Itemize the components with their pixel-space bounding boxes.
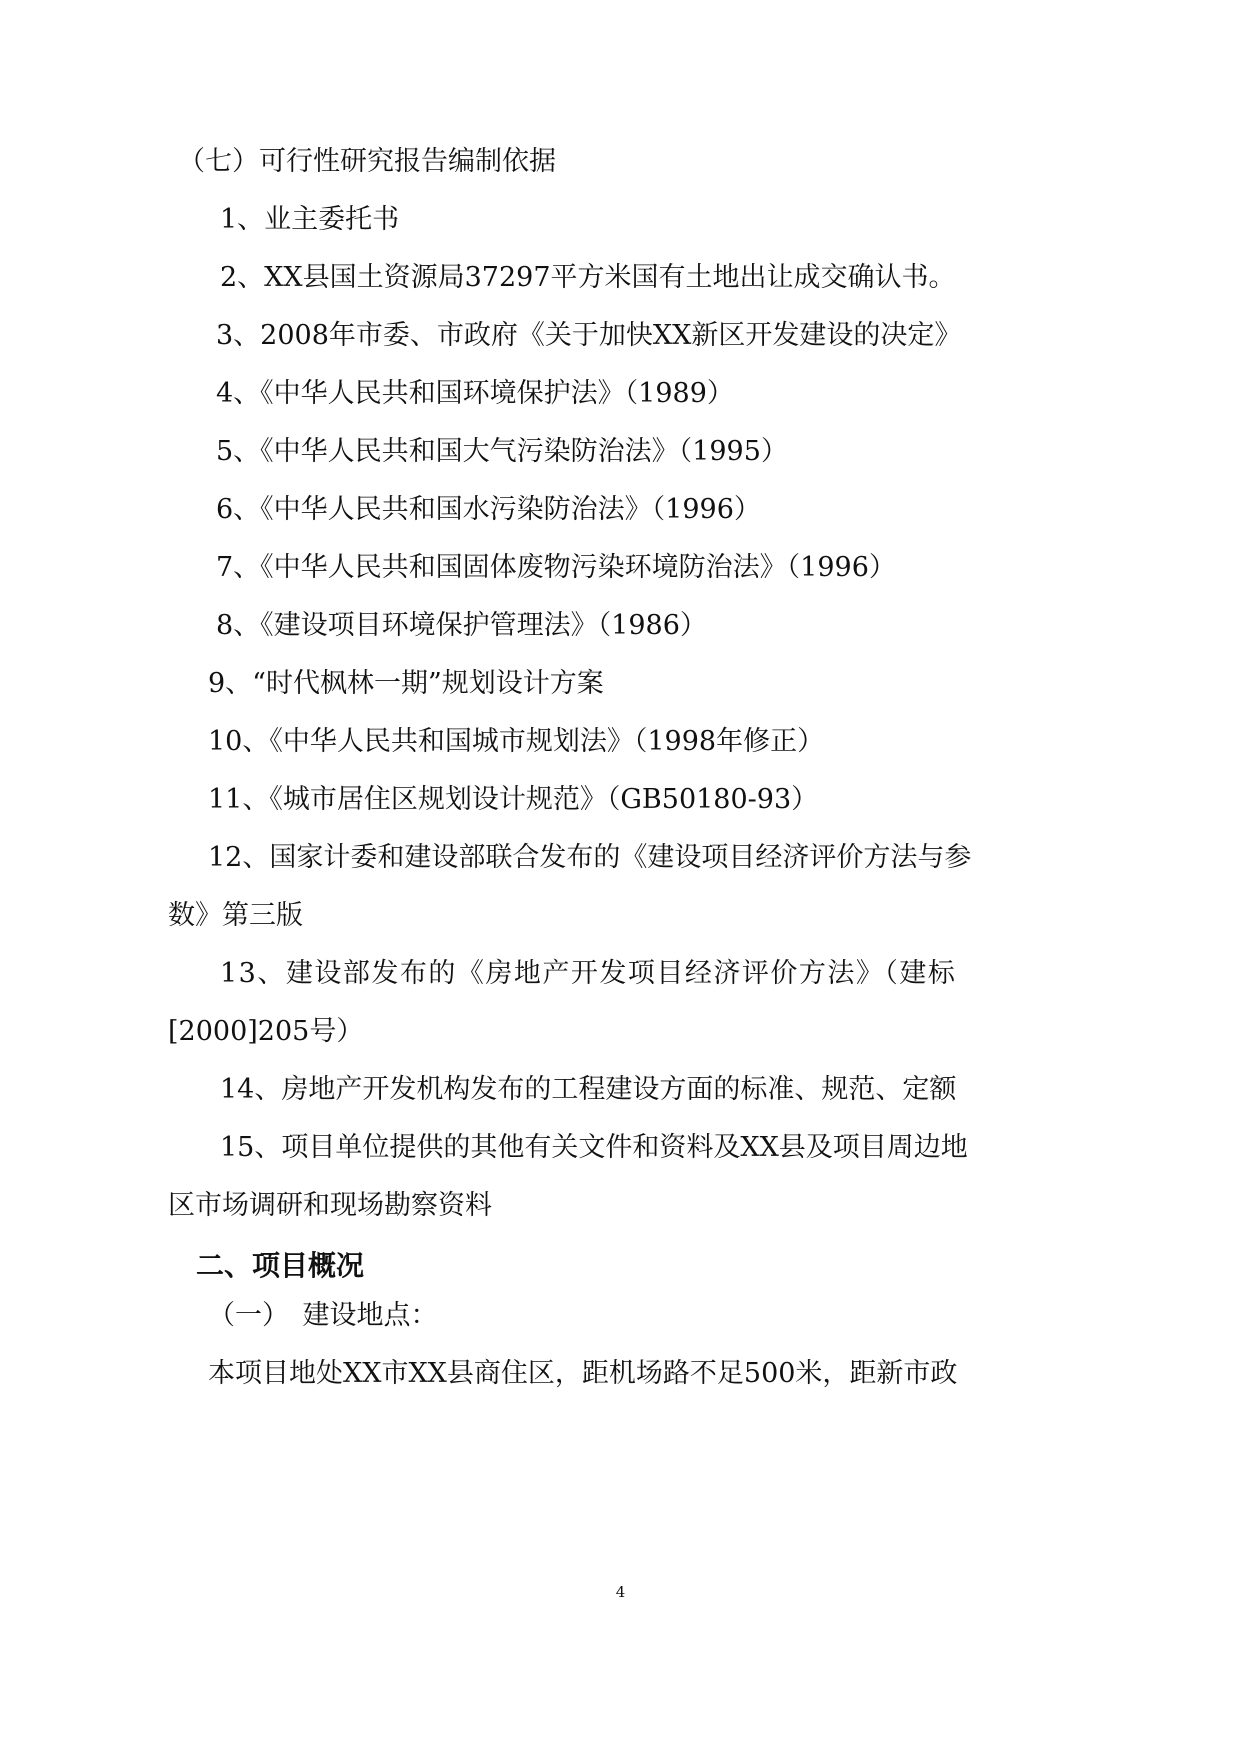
list-item: 1、业主委托书 [220, 204, 400, 235]
chapter-heading: 二、项目概况 [196, 1249, 365, 1282]
section-heading: （七）可行性研究报告编制依据 [178, 146, 556, 177]
list-item: 5、《中华人民共和国大气污染防治法》（1995） [216, 436, 788, 467]
list-item: 7、《中华人民共和国固体废物污染环境防治法》（1996） [216, 552, 896, 583]
list-item: 8、《建设项目环境保护管理法》（1986） [216, 610, 707, 641]
list-item-continuation: 数》第三版 [168, 900, 303, 931]
list-item: 2、XX县国土资源局37297平方米国有土地出让成交确认书。 [220, 262, 956, 293]
list-item: 9、“时代枫林一期”规划设计方案 [208, 668, 604, 699]
list-item: 14、房地产开发机构发布的工程建设方面的标准、规范、定额 [220, 1074, 957, 1105]
page-number: 4 [615, 1583, 626, 1601]
subsection-heading: （一） 建设地点： [208, 1300, 438, 1331]
body-paragraph: 本项目地处XX市XX县商住区，距机场路不足500米，距新市政 [208, 1358, 958, 1389]
list-item-continuation: 区市场调研和现场勘察资料 [168, 1190, 492, 1221]
list-item: 11、《城市居住区规划设计规范》（GB50180-93） [208, 784, 819, 815]
list-item: 6、《中华人民共和国水污染防治法》（1996） [216, 494, 761, 525]
list-item-continuation: [2000]205号） [168, 1016, 364, 1047]
list-item: 10、《中华人民共和国城市规划法》（1998年修正） [208, 726, 825, 757]
list-item: 13、建设部发布的《房地产开发项目经济评价方法》（建标 [220, 958, 957, 989]
list-item: 4、《中华人民共和国环境保护法》（1989） [216, 378, 734, 409]
list-item: 12、国家计委和建设部联合发布的《建设项目经济评价方法与参 [208, 842, 972, 873]
list-item: 15、项目单位提供的其他有关文件和资料及XX县及项目周边地 [220, 1132, 968, 1163]
list-item: 3、2008年市委、市政府《关于加快XX新区开发建设的决定》 [216, 320, 962, 351]
